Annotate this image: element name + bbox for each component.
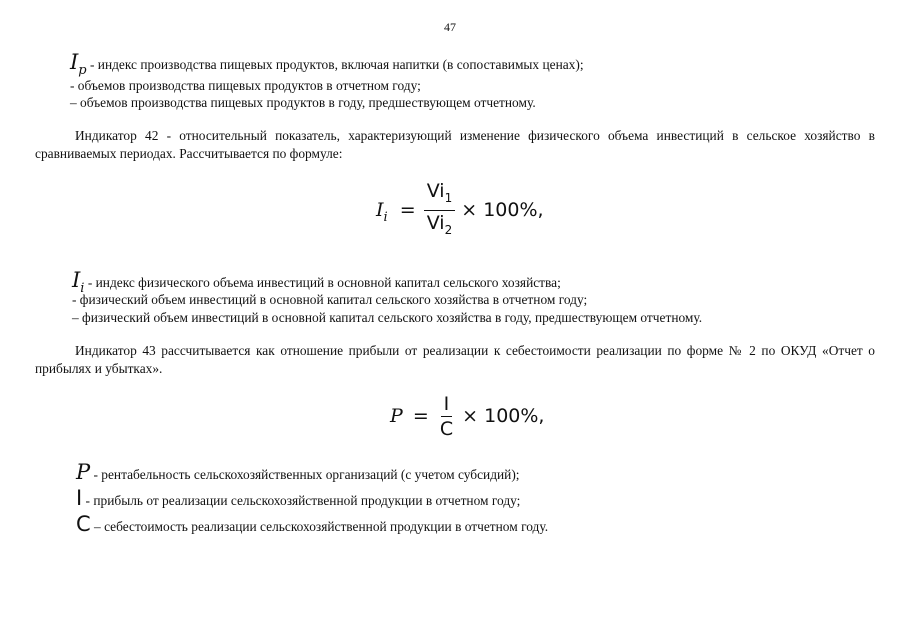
definition-ii-line3: – физический объем инвестиций в основной капитал сельского хозяйства в году, предшествующем отчетному. bbox=[72, 310, 703, 325]
formula-profitability bbox=[390, 393, 544, 440]
symbol-i: I bbox=[76, 486, 83, 510]
definition-i bbox=[76, 486, 520, 510]
definition-p-text: - рентабельность сельскохозяйственных организаций (с учетом субсидий); bbox=[90, 467, 520, 482]
symbol-ii: $I_i$ bbox=[72, 268, 85, 297]
indicator-43-paragraph: Индикатор 43 рассчитывается как отношение прибыли от реализации к себестоимости реализации по форме № 2 по ОКУД «Отчет о прибылях и убытках». bbox=[35, 343, 875, 376]
symbol-c: C bbox=[76, 512, 91, 536]
formula2-fraction bbox=[437, 393, 456, 440]
definition-ip-text: - индекс производства пищевых продуктов, включая напитки (в сопоставимых ценах); bbox=[86, 57, 584, 72]
formula1-rest: × 100%, bbox=[461, 198, 544, 221]
formula2-lhs: P bbox=[390, 405, 403, 427]
formula-investment-index bbox=[376, 180, 544, 241]
formula1-denominator: $Vi_2$ bbox=[426, 211, 453, 237]
page-number: 47 bbox=[444, 20, 456, 34]
definition-p bbox=[76, 460, 520, 484]
symbol-p: P bbox=[76, 460, 91, 484]
definition-ii-line2: - физический объем инвестиций в основной капитал сельского хозяйства в отчетном году; bbox=[72, 292, 588, 307]
formula1-equals: = bbox=[399, 198, 416, 221]
definition-i-text: - прибыль от реализации сельскохозяйственной продукции в отчетном году; bbox=[82, 493, 521, 508]
formula1-fraction bbox=[424, 180, 456, 241]
symbol-ip: $I_p$ bbox=[70, 50, 87, 79]
formula2-rest: × 100%, bbox=[462, 405, 545, 427]
indicator-42-paragraph: Индикатор 42 - относительный показатель, характеризующий изменение физического объема инвестиций в сельское хозяйство в сравниваемых периодах. Рассчитывается по формуле: bbox=[35, 128, 875, 161]
formula2-numerator: I bbox=[441, 393, 453, 417]
definition-ip-line3: – объемов производства пищевых продуктов в году, предшествующем отчетному. bbox=[70, 95, 536, 110]
formula2-equals: = bbox=[412, 405, 429, 427]
formula1-numerator: $Vi_1$ bbox=[424, 180, 456, 211]
definition-ip-line2: - объемов производства пищевых продуктов в отчетном году; bbox=[70, 78, 421, 93]
definition-c bbox=[76, 512, 548, 536]
formula2-denominator: C bbox=[439, 418, 454, 440]
formula1-lhs: $I_i$ bbox=[376, 198, 388, 225]
definition-ip bbox=[70, 50, 584, 78]
definition-c-text: – себестоимость реализации сельскохозяйственной продукции в отчетном году. bbox=[90, 519, 549, 534]
definition-ii-text: - индекс физического объема инвестиций в основной капитал сельского хозяйства; bbox=[84, 275, 561, 290]
